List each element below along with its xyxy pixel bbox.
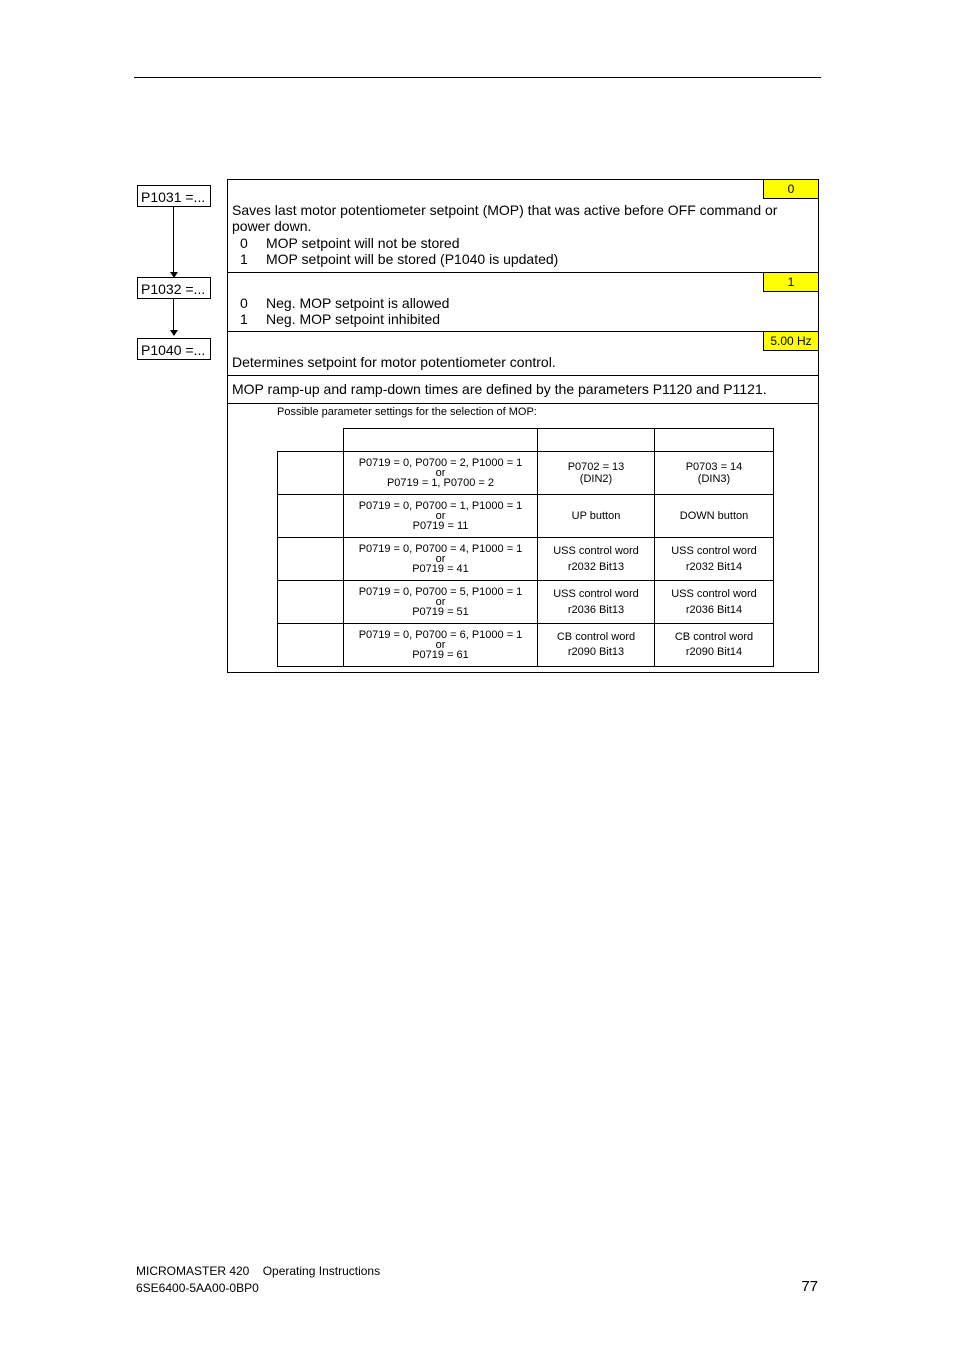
row-label-cell — [278, 495, 344, 538]
option-label: Neg. MOP setpoint inhibited — [266, 311, 441, 327]
down-line: USS control word — [671, 588, 757, 600]
param-box-p1040: P1040 =... — [137, 338, 211, 360]
table-caption: Possible parameter settings for the selection of MOP: — [277, 406, 537, 418]
option-label: Neg. MOP setpoint is allowed — [266, 295, 450, 311]
option-value: 0 — [240, 295, 248, 311]
up-line: UP button — [571, 510, 621, 522]
up-line: CB control word — [556, 631, 636, 643]
table-row — [278, 538, 774, 581]
selection-line: P0719 = 0, P0700 = 5, P1000 = 1 — [358, 586, 523, 598]
option-value: 1 — [240, 311, 248, 327]
selection-cell — [344, 538, 538, 581]
option-label: MOP setpoint will not be stored — [266, 235, 460, 251]
option-value: 1 — [240, 251, 248, 267]
selection-cell — [344, 452, 538, 495]
section-p1040 — [228, 332, 818, 376]
table-row — [278, 581, 774, 624]
row-label-cell — [278, 624, 344, 667]
table-row — [278, 624, 774, 667]
section-p1031 — [228, 180, 818, 273]
down-cell — [655, 581, 774, 624]
up-line: P0702 = 13 — [567, 461, 625, 473]
section-p1032 — [228, 273, 818, 332]
description-text: power down. — [232, 218, 312, 234]
selection-line: P0719 = 61 — [412, 649, 469, 661]
footer-product-line — [136, 1264, 380, 1278]
footer-product: MICROMASTER 420 — [136, 1264, 250, 1278]
top-rule — [134, 77, 821, 78]
table-row — [278, 452, 774, 495]
selection-cell — [344, 495, 538, 538]
description-text: MOP ramp-up and ramp-down times are defined by the parameters P1120 and P1121. — [232, 381, 767, 397]
down-cell — [655, 538, 774, 581]
default-value-badge: 1 — [763, 273, 818, 292]
or-separator: or — [435, 553, 446, 565]
up-cell — [538, 452, 655, 495]
down-line: r2032 Bit14 — [685, 561, 743, 573]
arrow-down-icon — [170, 330, 178, 336]
selection-line: P0719 = 1, P0700 = 2 — [386, 477, 495, 489]
footer-order-number: 6SE6400-5AA00-0BP0 — [136, 1281, 259, 1295]
down-cell — [655, 624, 774, 667]
selection-line: P0719 = 11 — [412, 520, 469, 532]
row-label-cell — [278, 581, 344, 624]
up-line: USS control word — [553, 545, 639, 557]
down-line: r2090 Bit14 — [685, 646, 743, 658]
header-cell — [655, 429, 774, 452]
down-line: DOWN button — [679, 510, 749, 522]
down-cell — [655, 495, 774, 538]
or-separator: or — [435, 596, 446, 608]
default-value-badge: 5.00 Hz — [763, 332, 818, 351]
selection-line: P0719 = 0, P0700 = 6, P1000 = 1 — [358, 629, 523, 641]
parameter-description-frame — [227, 179, 819, 673]
row-label-cell — [278, 538, 344, 581]
header-cell — [538, 429, 655, 452]
selection-line: P0719 = 41 — [412, 563, 469, 575]
mop-table-header — [343, 428, 774, 452]
row-label-cell — [278, 452, 344, 495]
description-text: Determines setpoint for motor potentiometer control. — [232, 354, 556, 370]
selection-line: P0719 = 51 — [412, 606, 469, 618]
up-cell — [538, 538, 655, 581]
selection-line: P0719 = 0, P0700 = 1, P1000 = 1 — [358, 500, 523, 512]
mop-settings-table — [277, 451, 774, 667]
param-box-p1031: P1031 =... — [137, 185, 211, 207]
flow-line-2 — [173, 299, 174, 330]
down-line: P0703 = 14 — [685, 461, 743, 473]
description-text: Saves last motor potentiometer setpoint (MOP) that was active before OFF command or — [232, 202, 778, 218]
or-separator: or — [435, 639, 446, 651]
up-line: USS control word — [553, 588, 639, 600]
up-line: r2090 Bit13 — [567, 646, 625, 658]
up-cell — [538, 624, 655, 667]
selection-line: P0719 = 0, P0700 = 2, P1000 = 1 — [358, 457, 523, 469]
page-number: 77 — [801, 1278, 818, 1295]
selection-cell — [344, 581, 538, 624]
flow-line-1 — [173, 207, 174, 272]
selection-cell — [344, 624, 538, 667]
down-line: (DIN3) — [697, 473, 731, 485]
down-cell — [655, 452, 774, 495]
up-line: r2032 Bit13 — [567, 561, 625, 573]
down-line: USS control word — [671, 545, 757, 557]
down-line: CB control word — [674, 631, 754, 643]
option-value: 0 — [240, 235, 248, 251]
param-box-p1032: P1032 =... — [137, 277, 211, 299]
down-line: r2036 Bit14 — [685, 604, 743, 616]
or-separator: or — [435, 467, 446, 479]
header-cell — [344, 429, 538, 452]
or-separator: or — [435, 510, 446, 522]
selection-line: P0719 = 0, P0700 = 4, P1000 = 1 — [358, 543, 523, 555]
default-value-badge: 0 — [763, 180, 818, 199]
up-line: r2036 Bit13 — [567, 604, 625, 616]
section-ramp-note — [228, 376, 818, 404]
up-line: (DIN2) — [579, 473, 613, 485]
option-label: MOP setpoint will be stored (P1040 is updated) — [266, 251, 559, 267]
up-cell — [538, 495, 655, 538]
footer-doc-type: Operating Instructions — [262, 1264, 381, 1278]
up-cell — [538, 581, 655, 624]
table-row — [278, 495, 774, 538]
